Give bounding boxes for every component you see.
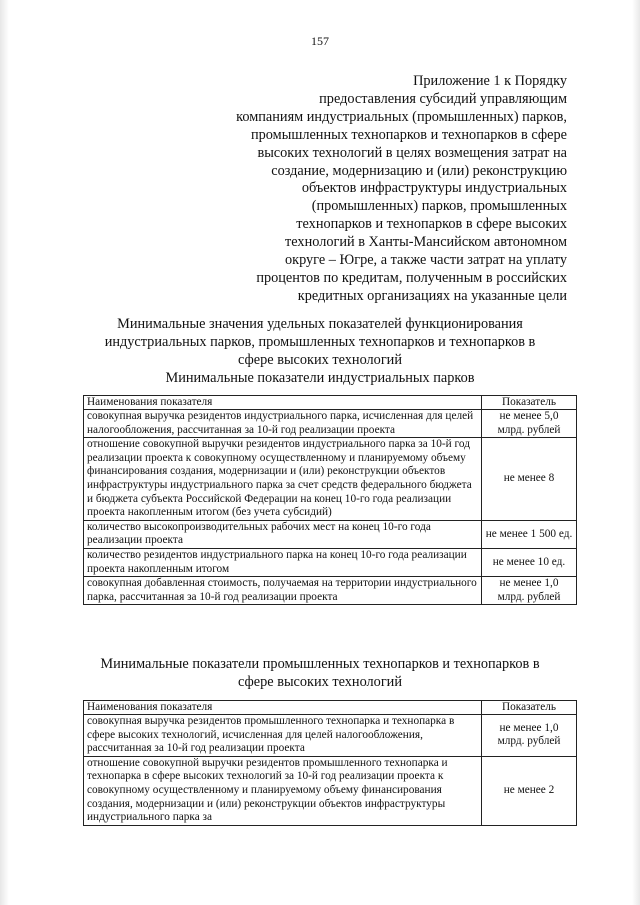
appendix-line: (промышленных) парков, промышленных	[311, 198, 567, 215]
table-row	[84, 520, 577, 548]
appendix-line: Приложение 1 к Порядку	[413, 73, 567, 89]
table-header-row	[84, 396, 577, 410]
table-row	[84, 548, 577, 576]
industrial-parks-table	[83, 395, 577, 605]
indicator-value: не менее 1,0 млрд. рублей	[482, 715, 577, 757]
table-row	[84, 410, 577, 438]
indicator-name: совокупная добавленная стоимость, получаемая на территории индустриального парка, рассчитанная за 10-й год реализации проекта	[84, 577, 482, 605]
appendix-line: объектов инфраструктуры индустриальных	[301, 180, 567, 197]
appendix-line: предоставления субсидий управляющим	[319, 90, 567, 107]
title-line: сфере высоких технологий	[238, 351, 402, 368]
appendix-line: высоких технологий в целях возмещения затрат на	[257, 144, 567, 161]
appendix-line: технологий в Ханты-Мансийском автономном	[285, 234, 567, 251]
appendix-line: округе – Югре, а также части затрат на уплату	[284, 252, 567, 269]
page-number: 157	[311, 34, 329, 48]
section-title-line: Минимальные показатели промышленных технопарков и технопарков в	[100, 656, 540, 672]
table-row	[84, 577, 577, 605]
column-header-name: Наименования показателя	[84, 396, 482, 410]
indicator-value: не менее 2	[482, 756, 577, 825]
indicator-name: отношение совокупной выручки резидентов индустриального парка за 10-й год реализации проекта к совокупному осуществленному и планируемому объему финансирования создания, модернизации и (или) реконструкции объектов инфраструктуры индустриального парка за счет средств федерального бюджета и бюджета субъекта Российской Федерации на конец 10-го года реализации проекта накопленным итогом (без учета субсидий)	[84, 438, 482, 521]
indicator-name: отношение совокупной выручки резидентов промышленного технопарка и технопарка в сфере высоких технологий за 10-й год реализации проекта к совокупному осуществленному и планируемому объему финансирования создания, модернизации и (или) реконструкции объектов инфраструктуры индустриального парка за	[84, 756, 482, 825]
appendix-line: технопарков и технопарков в сфере высоких	[296, 216, 567, 233]
column-header-name: Наименования показателя	[84, 701, 482, 715]
scan-edge-left	[0, 0, 9, 905]
appendix-line: промышленных технопарков и технопарков в сфере	[250, 126, 567, 143]
title-line: Минимальные значения удельных показателей функционирования	[117, 316, 523, 332]
section-title-line: Минимальные показатели индустриальных парков	[165, 370, 475, 386]
appendix-line: компаниям индустриальных (промышленных) парков,	[236, 108, 567, 125]
indicator-value: не менее 1 500 ед.	[482, 520, 577, 548]
technoparks-table	[83, 700, 577, 826]
table-row	[84, 438, 577, 521]
table-row	[84, 715, 577, 757]
appendix-line: кредитных организациях на указанные цели	[297, 287, 567, 304]
appendix-note	[167, 73, 567, 306]
column-header-value: Показатель	[482, 396, 577, 410]
table-header-row	[84, 701, 577, 715]
indicator-value: не менее 1,0 млрд. рублей	[482, 577, 577, 605]
indicator-name: количество резидентов индустриального парка на конец 10-го года реализации проекта накопленным итогом	[84, 548, 482, 576]
indicator-value: не менее 10 ед.	[482, 548, 577, 576]
section-title-line: сфере высоких технологий	[238, 673, 402, 690]
indicator-name: совокупная выручка резидентов промышленного технопарка и технопарка в сфере высоких технологий, исчисленная для целей налогообложения, рассчитанная за 10-й год реализации проекта	[84, 715, 482, 757]
document-title	[60, 316, 580, 370]
indicator-name: количество высокопроизводительных рабочих мест на конец 10-го года реализации проекта	[84, 520, 482, 548]
table-row	[84, 756, 577, 825]
title-line: индустриальных парков, промышленных технопарков и технопарков в	[104, 333, 536, 350]
table1-title	[70, 370, 570, 388]
scan-edge-right	[632, 0, 640, 905]
appendix-line: процентов по кредитам, полученным в российских	[256, 269, 567, 286]
indicator-name: совокупная выручка резидентов индустриального парка, исчисленная для целей налогообложения, рассчитанная за 10-й год реализации проекта	[84, 410, 482, 438]
appendix-line: создание, модернизацию и (или) реконструкцию	[271, 162, 567, 179]
indicator-value: не менее 5,0 млрд. рублей	[482, 410, 577, 438]
indicator-value: не менее 8	[482, 438, 577, 521]
column-header-value: Показатель	[482, 701, 577, 715]
table2-title	[70, 656, 570, 692]
